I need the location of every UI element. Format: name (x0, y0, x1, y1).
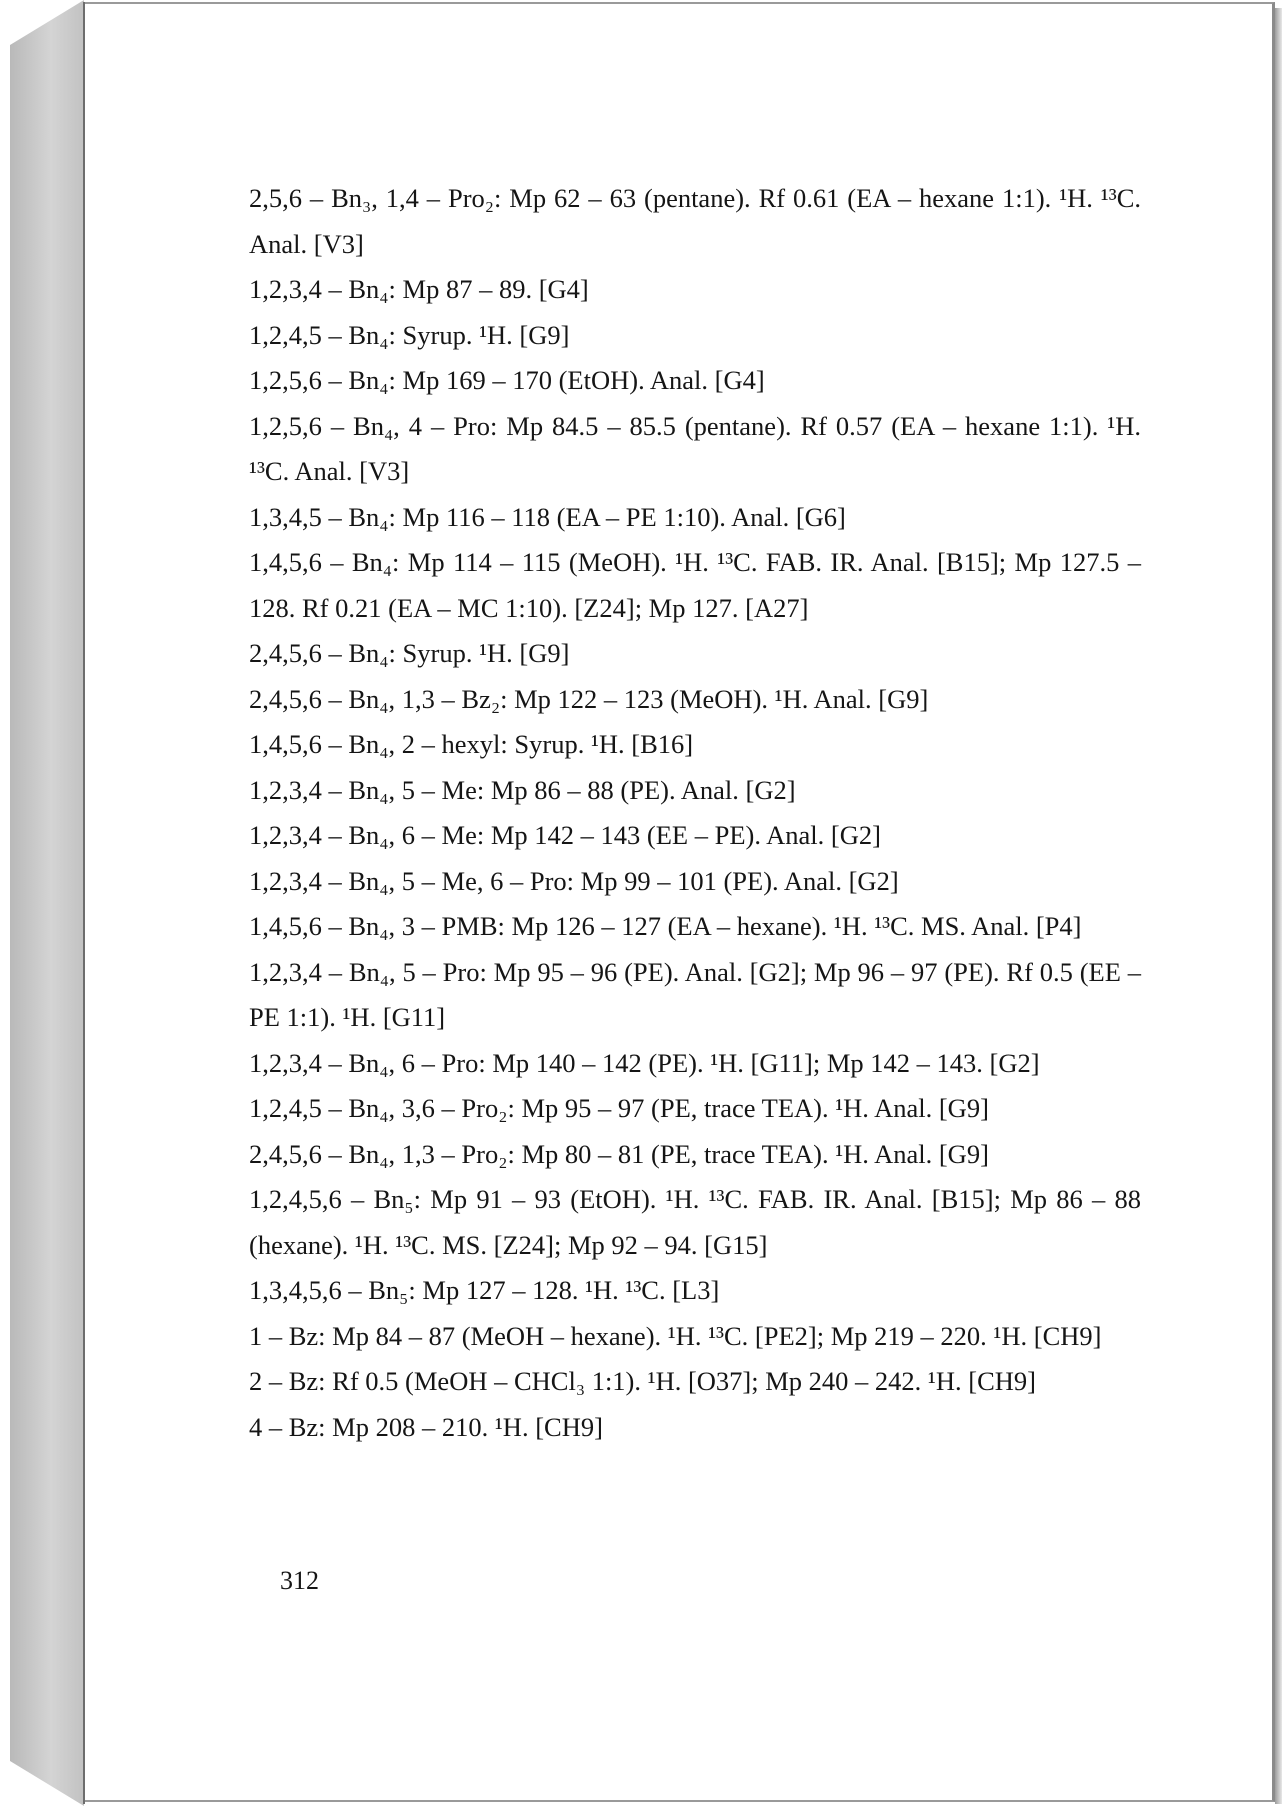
compound-entry: 2,4,5,6 – Bn₄: Syrup. ¹H. [G9] (249, 638, 570, 668)
compound-entry: 1,3,4,5 – Bn₄: Mp 116 – 118 (EA – PE 1:10). Anal. [G6] (249, 501, 846, 532)
book-spine (10, 0, 84, 1806)
compound-entry: 1,2,5,6 – Bn₄: Mp 169 – 170 (EtOH). Anal. [G4] (249, 365, 765, 395)
compound-entry: 2,5,6 – Bn₃, 1,4 – Pro₂: Mp 62 – 63 (pentane). Rf 0.61 (EA – hexane 1:1). ¹H. ¹³C. Anal. [V3] (249, 183, 1141, 259)
compound-entry: 1,2,3,4 – Bn₄, 5 – Me, 6 – Pro: Mp 99 – 101 (PE). Anal. [G2] (249, 865, 899, 896)
compound-entry: 2,4,5,6 – Bn₄, 1,3 – Pro₂: Mp 80 – 81 (PE, trace TEA). ¹H. Anal. [G9] (249, 1138, 989, 1169)
compound-entry: 1 – Bz: Mp 84 – 87 (MeOH – hexane). ¹H. ¹³C. [PE2]; Mp 219 – 220. ¹H. [CH9] (249, 1320, 1102, 1351)
compound-entry: 1,2,3,4 – Bn₄, 6 – Me: Mp 142 – 143 (EE – PE). Anal. [G2] (249, 820, 881, 850)
compound-entry: 1,4,5,6 – Bn₄: Mp 114 – 115 (MeOH). ¹H. ¹³C. FAB. IR. Anal. [B15]; Mp 127.5 – 128. Rf 0.21 (EA – MC 1:10). [Z24]; Mp 127. [A27] (249, 547, 1141, 623)
compound-entry: 1,2,3,4 – Bn₄: Mp 87 – 89. [G4] (249, 274, 589, 304)
compound-entry: 1,3,4,5,6 – Bn₅: Mp 127 – 128. ¹H. ¹³C. [L3] (249, 1275, 720, 1305)
compound-entry: 1,4,5,6 – Bn₄, 3 – PMB: Mp 126 – 127 (EA – hexane). ¹H. ¹³C. MS. Anal. [P4] (249, 911, 1082, 941)
page-number: 312 (280, 1566, 319, 1595)
compound-entry: 1,2,4,5 – Bn₄: Syrup. ¹H. [G9] (249, 319, 570, 350)
compound-entry: 2,4,5,6 – Bn₄, 1,3 – Bz₂: Mp 122 – 123 (MeOH). ¹H. Anal. [G9] (249, 683, 929, 714)
compound-entry: 1,2,3,4 – Bn₄, 5 – Me: Mp 86 – 88 (PE). Anal. [G2] (249, 774, 796, 805)
compound-entry: 1,2,4,5,6 – Bn₅: Mp 91 – 93 (EtOH). ¹H. ¹³C. FAB. IR. Anal. [B15]; Mp 86 – 88 (hexane). ¹H. ¹³C. MS. [Z24]; Mp 92 – 94. [G15] (249, 1184, 1141, 1260)
page-edge-shadow (1275, 8, 1282, 1804)
compound-entry: 1,2,4,5 – Bn₄, 3,6 – Pro₂: Mp 95 – 97 (PE, trace TEA). ¹H. Anal. [G9] (249, 1093, 989, 1123)
compound-entry: 1,2,3,4 – Bn₄, 6 – Pro: Mp 140 – 142 (PE). ¹H. [G11]; Mp 142 – 143. [G2] (249, 1047, 1040, 1078)
compound-entry: 2 – Bz: Rf 0.5 (MeOH – CHCl₃ 1:1). ¹H. [O37]; Mp 240 – 242. ¹H. [CH9] (249, 1366, 1036, 1396)
compound-entry: 1,2,5,6 – Bn₄, 4 – Pro: Mp 84.5 – 85.5 (pentane). Rf 0.57 (EA – hexane 1:1). ¹H. ¹³C. Anal. [V3] (249, 410, 1141, 486)
compound-list (249, 176, 1141, 1450)
compound-entry: 4 – Bz: Mp 208 – 210. ¹H. [CH9] (249, 1411, 603, 1442)
compound-entry: 1,2,3,4 – Bn₄, 5 – Pro: Mp 95 – 96 (PE). Anal. [G2]; Mp 96 – 97 (PE). Rf 0.5 (EE – PE 1:1). ¹H. [G11] (249, 956, 1141, 1032)
compound-entry: 1,4,5,6 – Bn₄, 2 – hexyl: Syrup. ¹H. [B16] (249, 729, 694, 759)
